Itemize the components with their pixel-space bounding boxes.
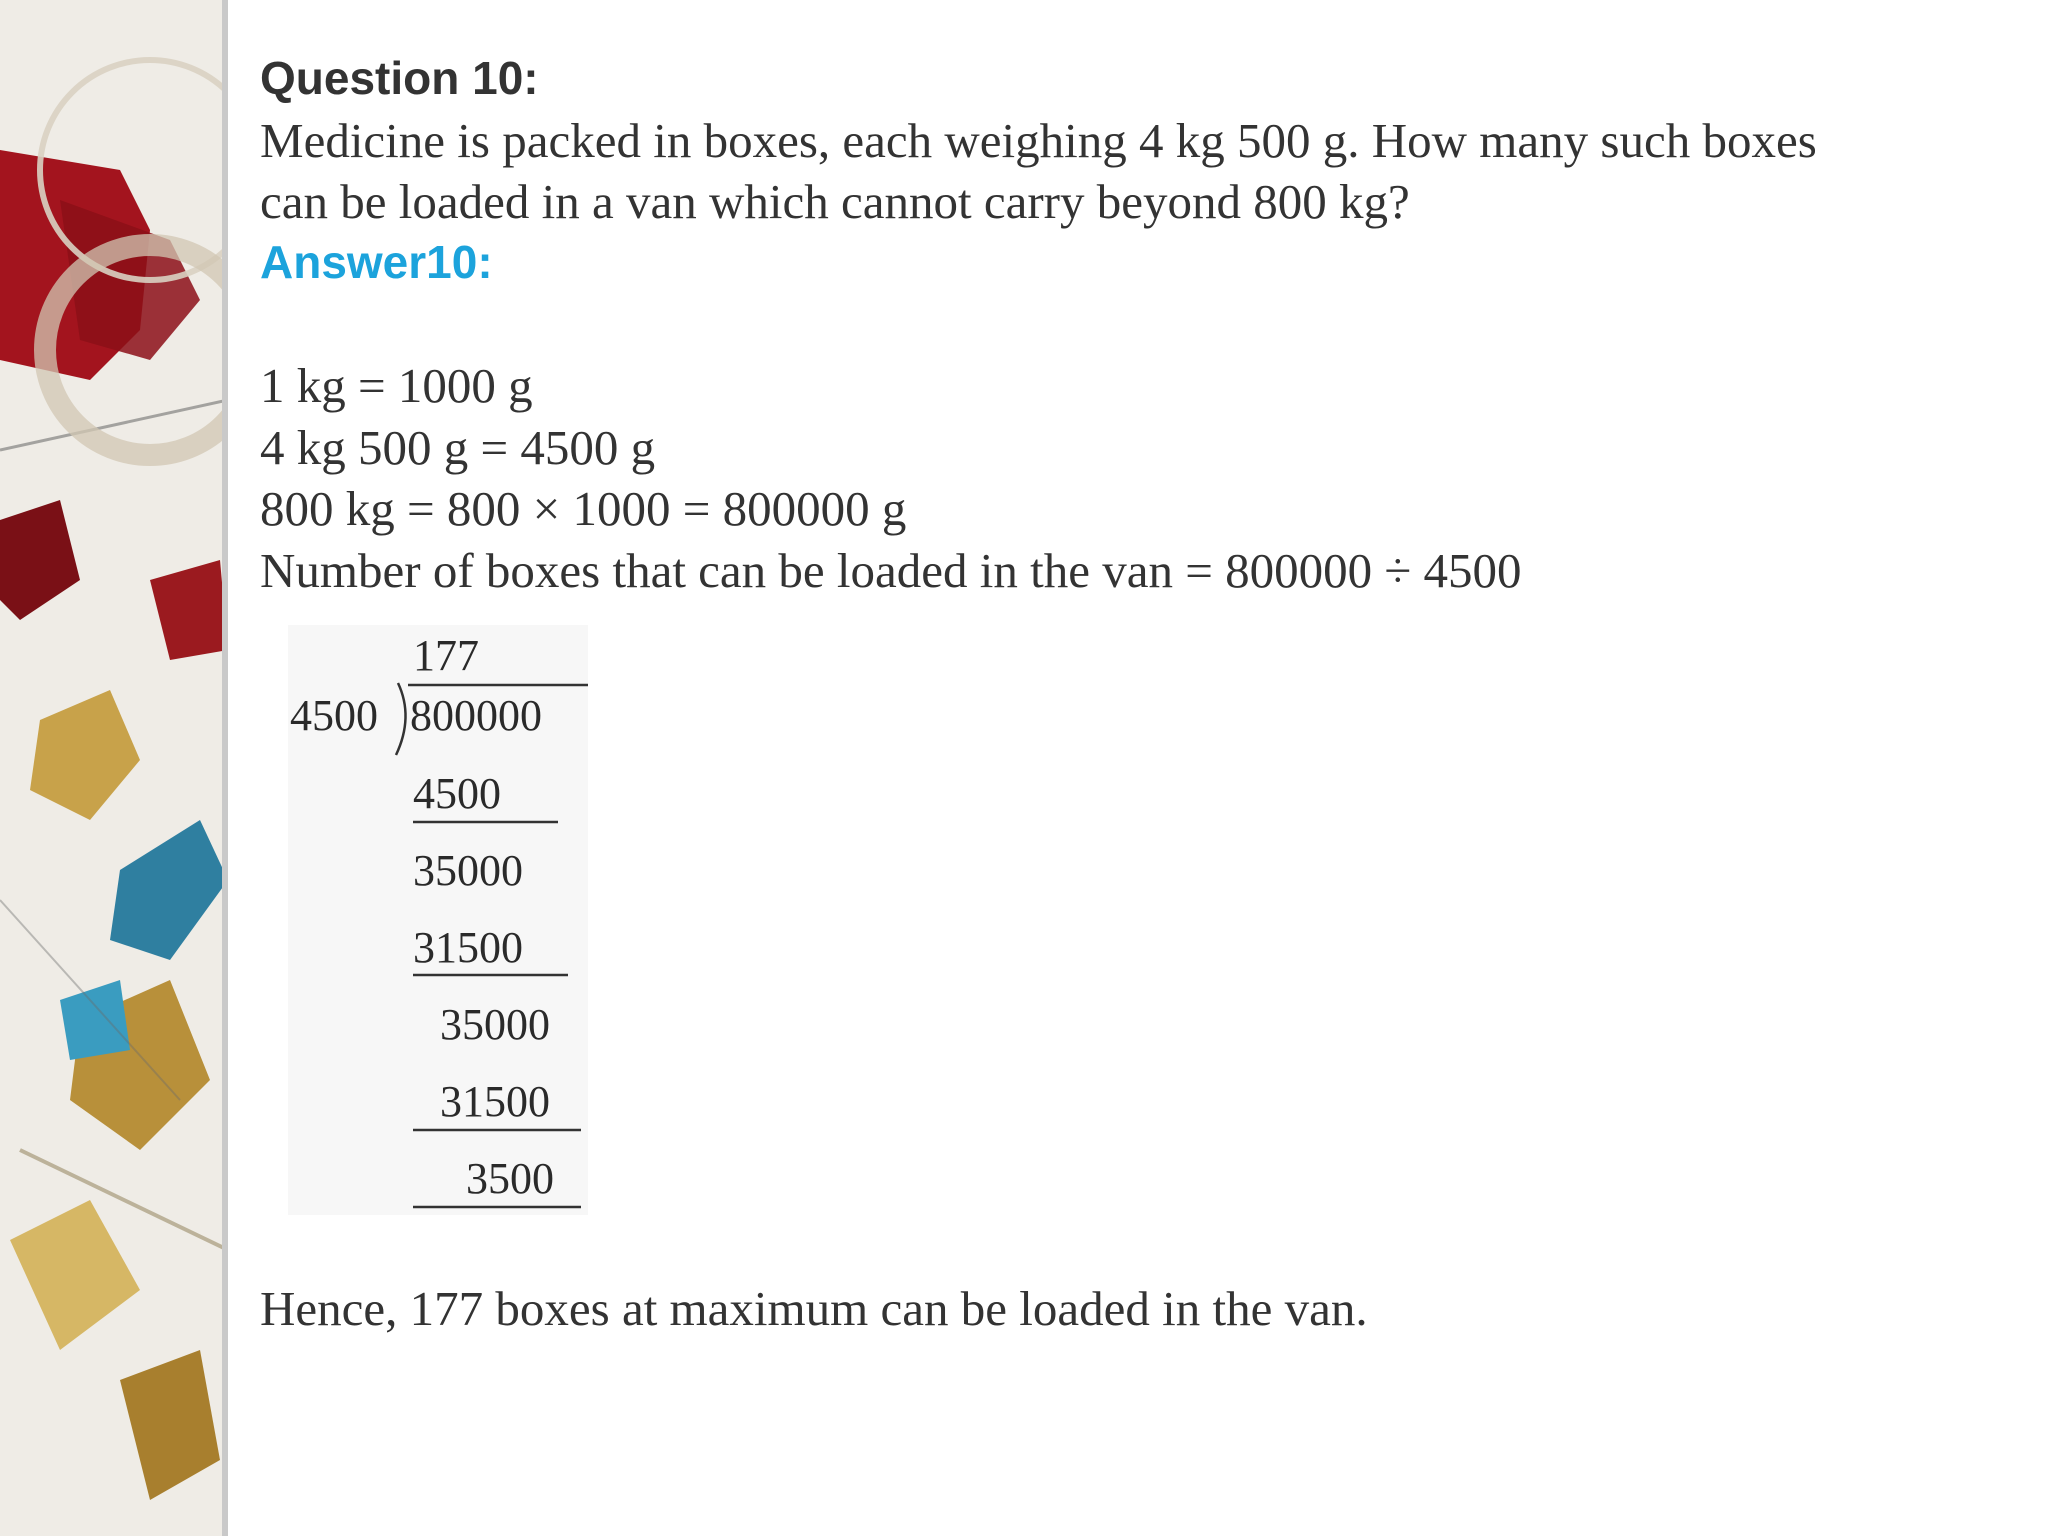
division-step-1: 4500 — [413, 769, 501, 818]
question-line-1: Medicine is packed in boxes, each weighing 4 kg 500 g. How many such boxes — [260, 113, 1817, 168]
answer-step-1: 1 kg = 1000 g — [260, 358, 533, 413]
answer-step-2: 4 kg 500 g = 4500 g — [260, 420, 656, 475]
divisor: 4500 — [290, 691, 378, 740]
answer-step-4: Number of boxes that can be loaded in the van = 800000 ÷ 4500 — [260, 543, 1522, 598]
question-line-2: can be loaded in a van which cannot carry beyond 800 kg? — [260, 174, 1410, 229]
division-step-2: 35000 — [413, 846, 523, 895]
answer-conclusion: Hence, 177 boxes at maximum can be loaded in the van. — [260, 1281, 1368, 1336]
division-step-5: 31500 — [440, 1077, 550, 1126]
division-step-4: 35000 — [440, 1000, 550, 1049]
quotient: 177 — [413, 631, 479, 680]
answer-title: Answer10: — [260, 236, 493, 288]
dividend: 800000 — [410, 691, 542, 740]
long-division-figure — [288, 625, 588, 1215]
division-remainder: 3500 — [466, 1154, 554, 1203]
question-title: Question 10: — [260, 52, 539, 104]
answer-step-3: 800 kg = 800 × 1000 = 800000 g — [260, 481, 907, 536]
decorative-side-image — [0, 0, 228, 1536]
division-step-3: 31500 — [413, 923, 523, 972]
